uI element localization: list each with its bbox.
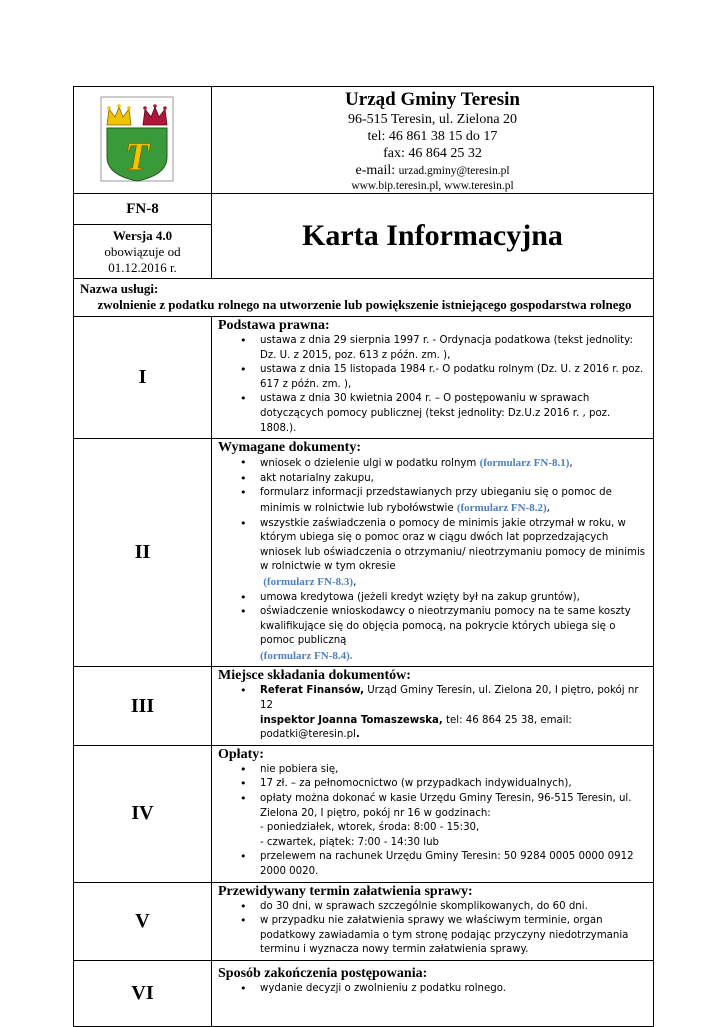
item-punct: ,: [569, 458, 573, 470]
list-item: [248, 792, 649, 850]
card-title: Karta Informacyjna: [212, 194, 654, 279]
section-2-row: [74, 439, 654, 667]
item-text: oświadczenie wnioskodawcy o nieotrzymaniu pomocy na te same koszty kwalifikujące się do objęcia pomocą, na pokrycie których ubiega się o pomoc publiczną: [260, 606, 631, 647]
service-row: [74, 279, 654, 317]
service-cell: [74, 279, 654, 317]
section-3-row: [74, 667, 654, 745]
office-email: urzad.gminy@teresin.pl: [398, 165, 510, 177]
information-card: [73, 86, 653, 1027]
section-4-list: [218, 763, 649, 880]
item-text: opłaty można dokonać w kasie Urzędu Gminy Teresin, 96-515 Teresin, ul. Zielona 20, I piętro, pokój nr 16 w godzinach:: [260, 793, 632, 819]
list-item: • ustawa z dnia 29 sierpnia 1997 r. - Ordynacja podatkowa (tekst jednolity: Dz. U. z 2015, poz. 613 z późn. zm. ),: [248, 334, 649, 363]
section-6-number: VI: [74, 960, 212, 1026]
section-2-list: [218, 456, 649, 664]
section-2-title: Wymagane dokumenty:: [218, 440, 361, 456]
coat-of-arms-icon: [99, 95, 175, 185]
header-row: [74, 87, 654, 194]
list-item: • do 30 dni, w sprawach szczególnie skomplikowanych, do 60 dni.: [248, 900, 649, 915]
version-cell: [74, 225, 212, 279]
section-4-content: [212, 745, 654, 882]
hours-line-1: - poniedziałek, wtorek, środa: 8:00 - 15:30,: [260, 822, 480, 834]
list-item: [248, 605, 649, 664]
section-1-row: [74, 317, 654, 439]
office-email-line: [212, 162, 653, 179]
form-link-fn-8-4[interactable]: (formularz FN-8.4).: [260, 649, 353, 662]
section-6-list: [218, 982, 649, 997]
department-address: Urząd Gminy Teresin, ul. Zielona 20, I piętro, pokój nr 12: [260, 685, 639, 712]
list-item: [248, 684, 649, 742]
section-6-content: [212, 960, 654, 1026]
email-label: e-mail:: [355, 163, 396, 178]
section-3-list: [218, 684, 649, 742]
form-link-fn-8-1[interactable]: (formularz FN-8.1): [479, 457, 570, 470]
hours-line-2: - czwartek, piątek: 7:00 - 14:30 lub: [260, 836, 440, 848]
section-1-content: [212, 317, 654, 439]
section-6-title: Sposób zakończenia postępowania:: [218, 965, 428, 981]
form-link-fn-8-2[interactable]: (formularz FN-8.2): [456, 501, 547, 514]
item-punct: ,: [353, 576, 357, 588]
list-item: • akt notarialny zakupu,: [248, 472, 649, 487]
section-3-title: Miejsce składania dokumentów:: [218, 668, 411, 684]
department-name: Referat Finansów,: [260, 685, 364, 697]
inspector-name: inspektor Joanna Tomaszewska,: [260, 714, 443, 726]
inspector-contact: tel: 46 864 25 38, email: podatki@teresin.pl: [260, 714, 572, 741]
list-item: • przelewem na rachunek Urzędu Gminy Teresin: 50 9284 0005 0000 0912 2000 0020.: [248, 850, 649, 879]
section-1-list: [218, 334, 649, 436]
section-4-row: [74, 745, 654, 882]
section-5-row: [74, 882, 654, 960]
section-3-number: III: [74, 667, 212, 745]
item-text: formularz informacji przedstawianych przy ubieganiu się o pomoc de minimis w rolnictwie lub rybołówstwie: [260, 487, 612, 514]
logo-cell: [74, 87, 212, 194]
section-5-content: [212, 882, 654, 960]
section-5-list: [218, 900, 649, 958]
section-2-number: II: [74, 439, 212, 667]
item-text: wszystkie zaświadczenia o pomocy de minimis jakie otrzymał w roku, w którym ubiega się o pomoc oraz w ciągu dwóch lat poprzedzających wniosek lub oświadczenia o otrzymaniu/ nieotrzymaniu pomocy de minimis w rolnictwie w tym okresie: [260, 517, 646, 573]
office-address: 96-515 Teresin, ul. Zielona 20: [347, 112, 518, 127]
list-item: • umowa kredytowa (jeżeli kredyt wzięty był na zakup gruntów),: [248, 591, 649, 606]
office-fax: fax: 46 864 25 32: [383, 146, 482, 161]
valid-from-label: obowiązuje od: [104, 244, 181, 259]
service-name: zwolnienie z podatku rolnego na utworzenie lub powiększenie istniejącego gospodarstwa rolnego: [97, 297, 632, 312]
list-item: • nie pobiera się,: [248, 763, 649, 778]
valid-from-date: 01.12.2016 r.: [108, 260, 177, 275]
logo-letter: T: [124, 134, 150, 179]
section-2-content: [212, 439, 654, 667]
list-item: • 17 zł. – za pełnomocnictwo (w przypadkach indywidualnych),: [248, 777, 649, 792]
card-code: FN-8: [74, 194, 212, 225]
list-item: • wydanie decyzji o zwolnieniu z podatku rolnego.: [248, 982, 649, 997]
section-5-number: V: [74, 882, 212, 960]
list-item: [248, 486, 649, 516]
office-name: Urząd Gminy Teresin: [345, 89, 520, 110]
item-punct: ,: [546, 502, 550, 514]
list-item: [248, 456, 649, 472]
list-item: • ustawa z dnia 30 kwietnia 2004 r. – O postępowaniu w sprawach dotyczących pomocy publicznej (tekst jednolity: Dz.U.z 2016 r. , poz. 1808.).: [248, 392, 649, 436]
section-3-content: [212, 667, 654, 745]
office-info: [212, 87, 654, 194]
section-6-row: [74, 960, 654, 1026]
section-5-title: Przewidywany termin załatwienia sprawy:: [218, 883, 473, 899]
office-tel: tel: 46 861 38 15 do 17: [367, 129, 498, 144]
version-label: Wersja 4.0: [112, 228, 173, 243]
card-table: [73, 86, 654, 1027]
code-row: [74, 194, 654, 225]
section-1-number: I: [74, 317, 212, 439]
section-1-title: Podstawa prawna:: [218, 318, 330, 333]
list-item: • ustawa z dnia 15 listopada 1984 r.- O podatku rolnym (Dz. U. z 2016 r. poz. 617 z późn. zm. ),: [248, 363, 649, 392]
list-item: [248, 517, 649, 591]
item-punct: .: [355, 729, 360, 741]
section-4-number: IV: [74, 745, 212, 882]
office-websites: www.bip.teresin.pl, www.teresin.pl: [351, 180, 514, 192]
service-label: Nazwa usługi:: [80, 281, 159, 296]
list-item: • w przypadku nie załatwienia sprawy we właściwym terminie, organ podatkowy zawiadamia o tym stronę podając przyczyny niedotrzymania terminu i wyznacza nowy termin załatwienia sprawy.: [248, 914, 649, 958]
form-link-fn-8-3[interactable]: (formularz FN-8.3): [263, 575, 354, 588]
item-text: wniosek o dzielenie ulgi w podatku rolnym: [260, 458, 477, 470]
section-4-title: Opłaty:: [218, 746, 264, 762]
